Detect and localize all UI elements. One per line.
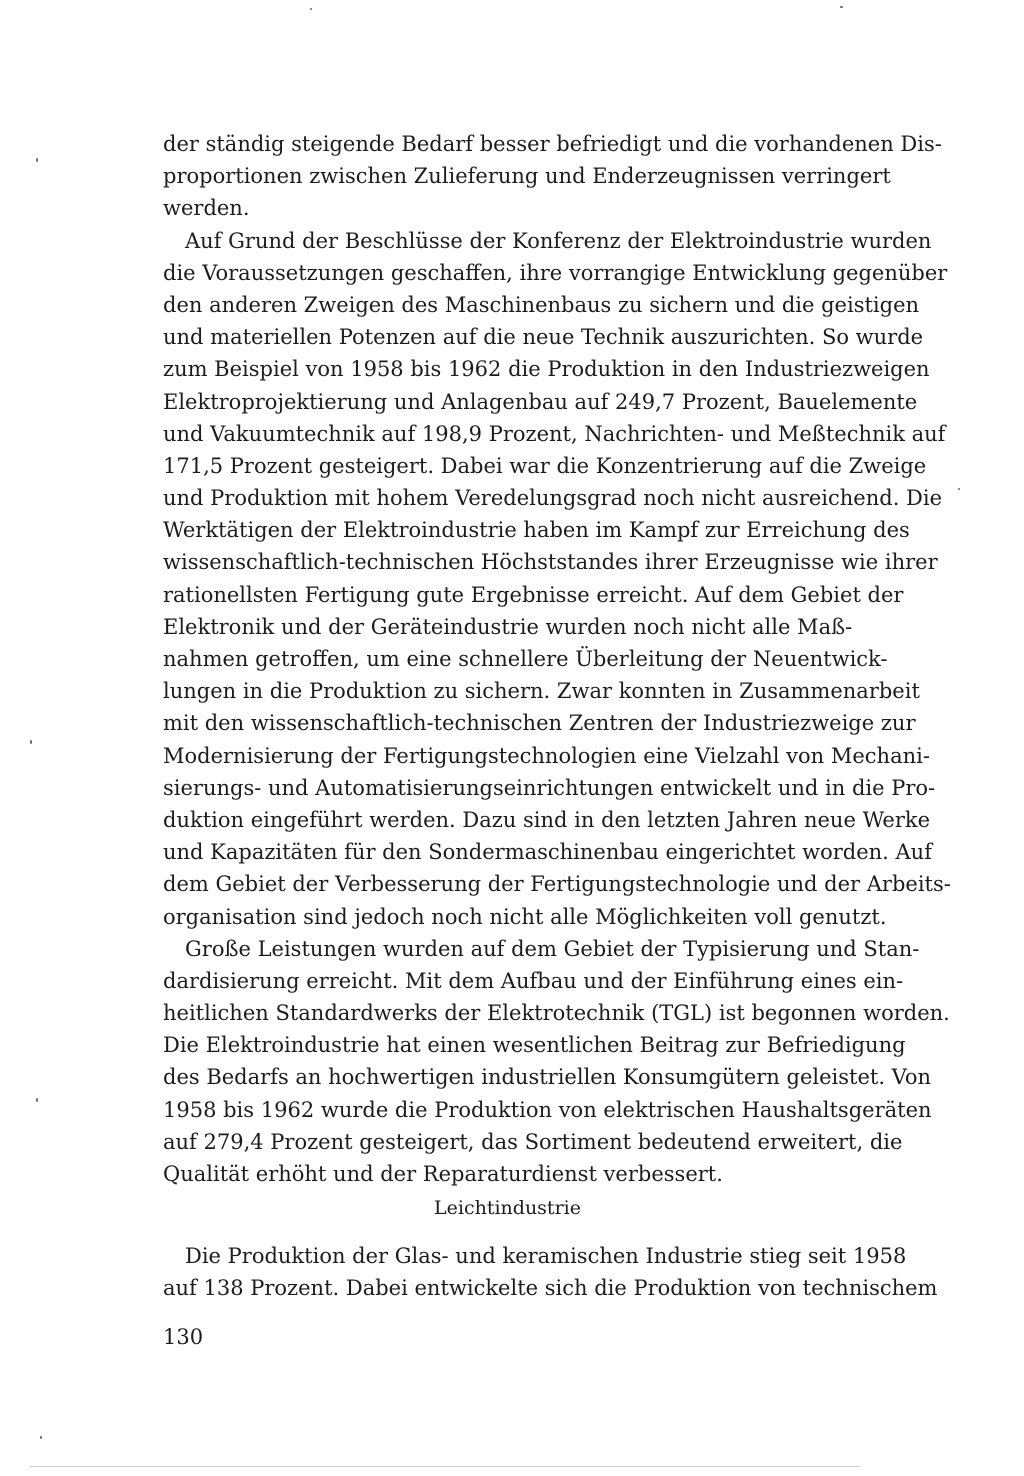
text-line: und materiellen Potenzen auf die neue Technik auszurichten. So wurde [163,325,924,350]
page-number: 130 [163,1325,204,1349]
text-line: sierungs- und Automatisierungseinrichtungen entwickelt und in die Pro- [163,775,936,800]
text-line: auf 279,4 Prozent gesteigert, das Sortiment bedeutend erweitert, die [163,1129,903,1154]
text-line: und Produktion mit hohem Veredelungsgrad noch nicht ausreichend. Die [163,486,943,511]
text-line: rationellsten Fertigung gute Ergebnisse erreicht. Auf dem Gebiet der [163,582,904,607]
scan-speck [30,740,32,744]
text-line: lungen in die Produktion zu sichern. Zwar konnten in Zusammenarbeit [163,679,920,704]
text-line: der ständig steigende Bedarf besser befriedigt und die vorhandenen Dis- [163,132,942,156]
text-line: den anderen Zweigen des Maschinenbaus zu sichern und die geistigen [163,292,920,317]
paragraph-1 [163,128,942,225]
text-line: auf 138 Prozent. Dabei entwickelte sich die Produktion von technischem [163,1276,938,1301]
text-line: zum Beispiel von 1958 bis 1962 die Produktion in den Industriezweigen [163,357,930,382]
text-line: proportionen zwischen Zulieferung und Enderzeugnissen verringert [163,164,891,189]
text-line: und Kapazitäten für den Sondermaschinenbau eingerichtet worden. Auf [163,840,932,865]
text-line: 1958 bis 1962 wurde die Produktion von elektrischen Haushaltsgeräten [163,1097,932,1122]
text-line: Auf Grund der Beschlüsse der Konferenz der Elektroindustrie wurden [185,228,932,253]
paragraph-2 [163,225,951,933]
text-line: Elektroprojektierung und Anlagenbau auf 249,7 Prozent, Bauelemente [163,389,918,414]
text-line: die Voraussetzungen geschaffen, ihre vorrangige Entwicklung gegenüber [163,260,948,285]
text-line: Die Elektroindustrie hat einen wesentlichen Beitrag zur Befriedigung [163,1033,906,1058]
paragraph-3 [163,933,950,1191]
text-line: des Bedarfs an hochwertigen industriellen Konsumgütern geleistet. Von [163,1065,932,1090]
text-line: werden. [163,196,250,221]
scan-speck [310,8,312,10]
scan-speck [36,1098,38,1102]
text-line: dardisierung erreicht. Mit dem Aufbau und der Einführung eines ein- [163,968,904,993]
text-line: Werktätigen der Elektroindustrie haben im Kampf zur Erreichung des [163,518,910,543]
text-line: und Vakuumtechnik auf 198,9 Prozent, Nachrichten- und Meßtechnik auf [163,421,946,446]
section-heading: Leichtindustrie [434,1197,581,1219]
text-line: heitlichen Standardwerks der Elektrotechnik (TGL) ist begonnen worden. [163,1001,950,1026]
scan-speck [958,488,960,490]
text-line: organisation sind jedoch noch nicht alle Möglichkeiten voll genutzt. [163,904,887,929]
text-line: Die Produktion der Glas- und keramischen Industrie stieg seit 1958 [185,1244,907,1268]
text-line: mit den wissenschaftlich-technischen Zentren der Industriezweige zur [163,711,916,736]
text-line: nahmen getroffen, um eine schnellere Überleitung der Neuentwick- [163,647,888,671]
text-line: Qualität erhöht und der Reparaturdienst verbessert. [163,1162,723,1186]
text-line: Elektronik und der Geräteindustrie wurden noch nicht alle Maß- [163,614,853,639]
text-line: 171,5 Prozent gesteigert. Dabei war die Konzentrierung auf die Zweige [163,453,927,478]
scan-speck [36,158,38,162]
text-line: Modernisierung der Fertigungstechnologien eine Vielzahl von Mechani- [163,743,930,768]
scan-speck [40,1436,42,1439]
tail-paragraph [163,1240,938,1304]
text-line: Große Leistungen wurden auf dem Gebiet der Typisierung und Stan- [185,936,920,961]
text-line: dem Gebiet der Verbesserung der Fertigungstechnologie und der Arbeits- [163,872,951,897]
text-line: wissenschaftlich-technischen Höchststandes ihrer Erzeugnisse wie ihrer [163,550,938,575]
page-edge [30,1466,860,1467]
body-text [163,128,951,1190]
scan-speck [840,6,843,8]
text-line: duktion eingeführt werden. Dazu sind in den letzten Jahren neue Werke [163,807,931,832]
